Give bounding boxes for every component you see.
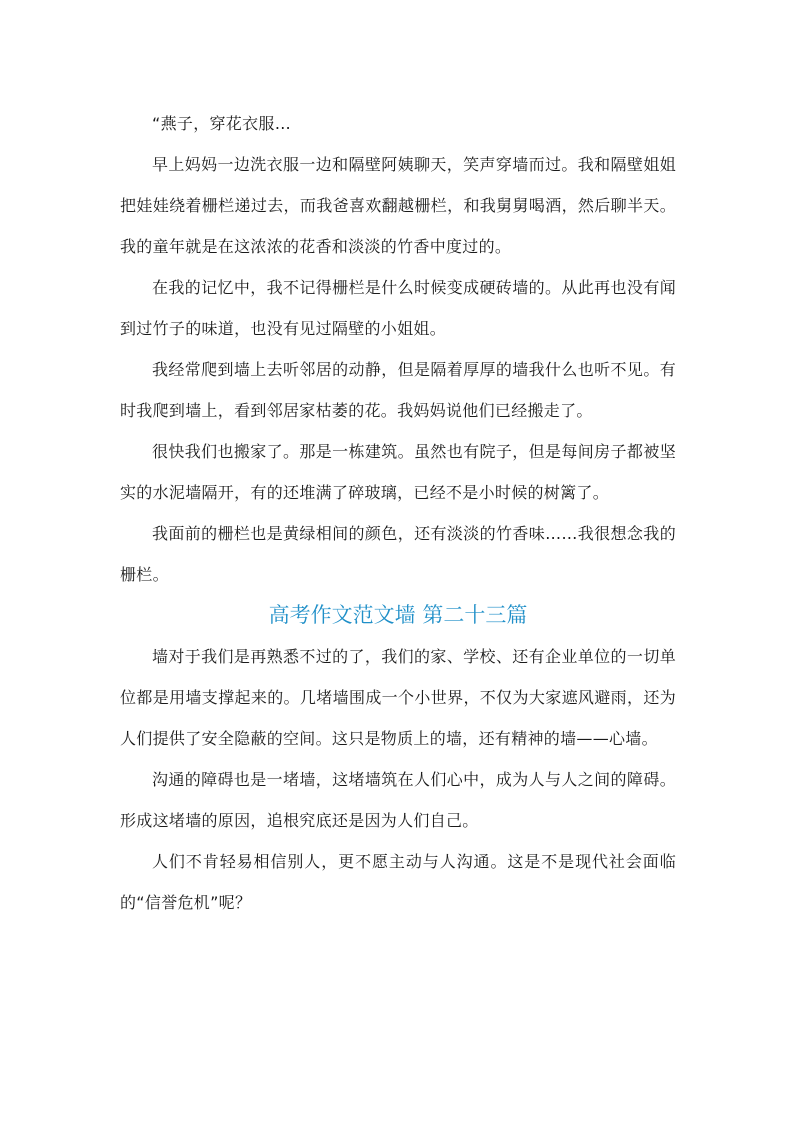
document-body <box>120 103 676 923</box>
section-heading: 高考作文范文墙 第二十三篇 <box>268 603 528 627</box>
paragraph: 人们不肯轻易相信别人，更不愿主动与人沟通。这是不是现代社会面临的“信誉危机”呢？ <box>120 852 676 912</box>
paragraph: 早上妈妈一边洗衣服一边和隔壁阿姨聊天，笑声穿墙而过。我和隔壁姐姐把娃娃绕着栅栏递过去，而我爸喜欢翻越栅栏，和我舅舅喝酒，然后聊半天。我的童年就是在这浓浓的花香和淡淡的竹香中度过的。 <box>120 155 676 256</box>
paragraph: 我面前的栅栏也是黄绿相间的颜色，还有淡淡的竹香味……我很想念我的栅栏。 <box>120 524 676 584</box>
paragraph: 沟通的障碍也是一堵墙，这堵墙筑在人们心中，成为人与人之间的障碍。形成这堵墙的原因，追根究底还是因为人们自己。 <box>120 770 676 830</box>
paragraph: 墙对于我们是再熟悉不过的了，我们的家、学校、还有企业单位的一切单位都是用墙支撑起来的。几堵墙围成一个小世界，不仅为大家遮风避雨，还为人们提供了安全隐蔽的空间。这只是物质上的墙，还有精神的墙——心墙。 <box>120 647 676 748</box>
paragraph: 很快我们也搬家了。那是一栋建筑。虽然也有院子，但是每间房子都被坚实的水泥墙隔开，有的还堆满了碎玻璃，已经不是小时候的树篱了。 <box>120 442 676 502</box>
paragraph: “燕子，穿花衣服… <box>152 114 291 133</box>
paragraph: 我经常爬到墙上去听邻居的动静，但是隔着厚厚的墙我什么也听不见。有时我爬到墙上，看到邻居家枯萎的花。我妈妈说他们已经搬走了。 <box>120 360 676 420</box>
paragraph: 在我的记忆中，我不记得栅栏是什么时候变成硬砖墙的。从此再也没有闻到过竹子的味道，也没有见过隔壁的小姐姐。 <box>120 278 676 338</box>
